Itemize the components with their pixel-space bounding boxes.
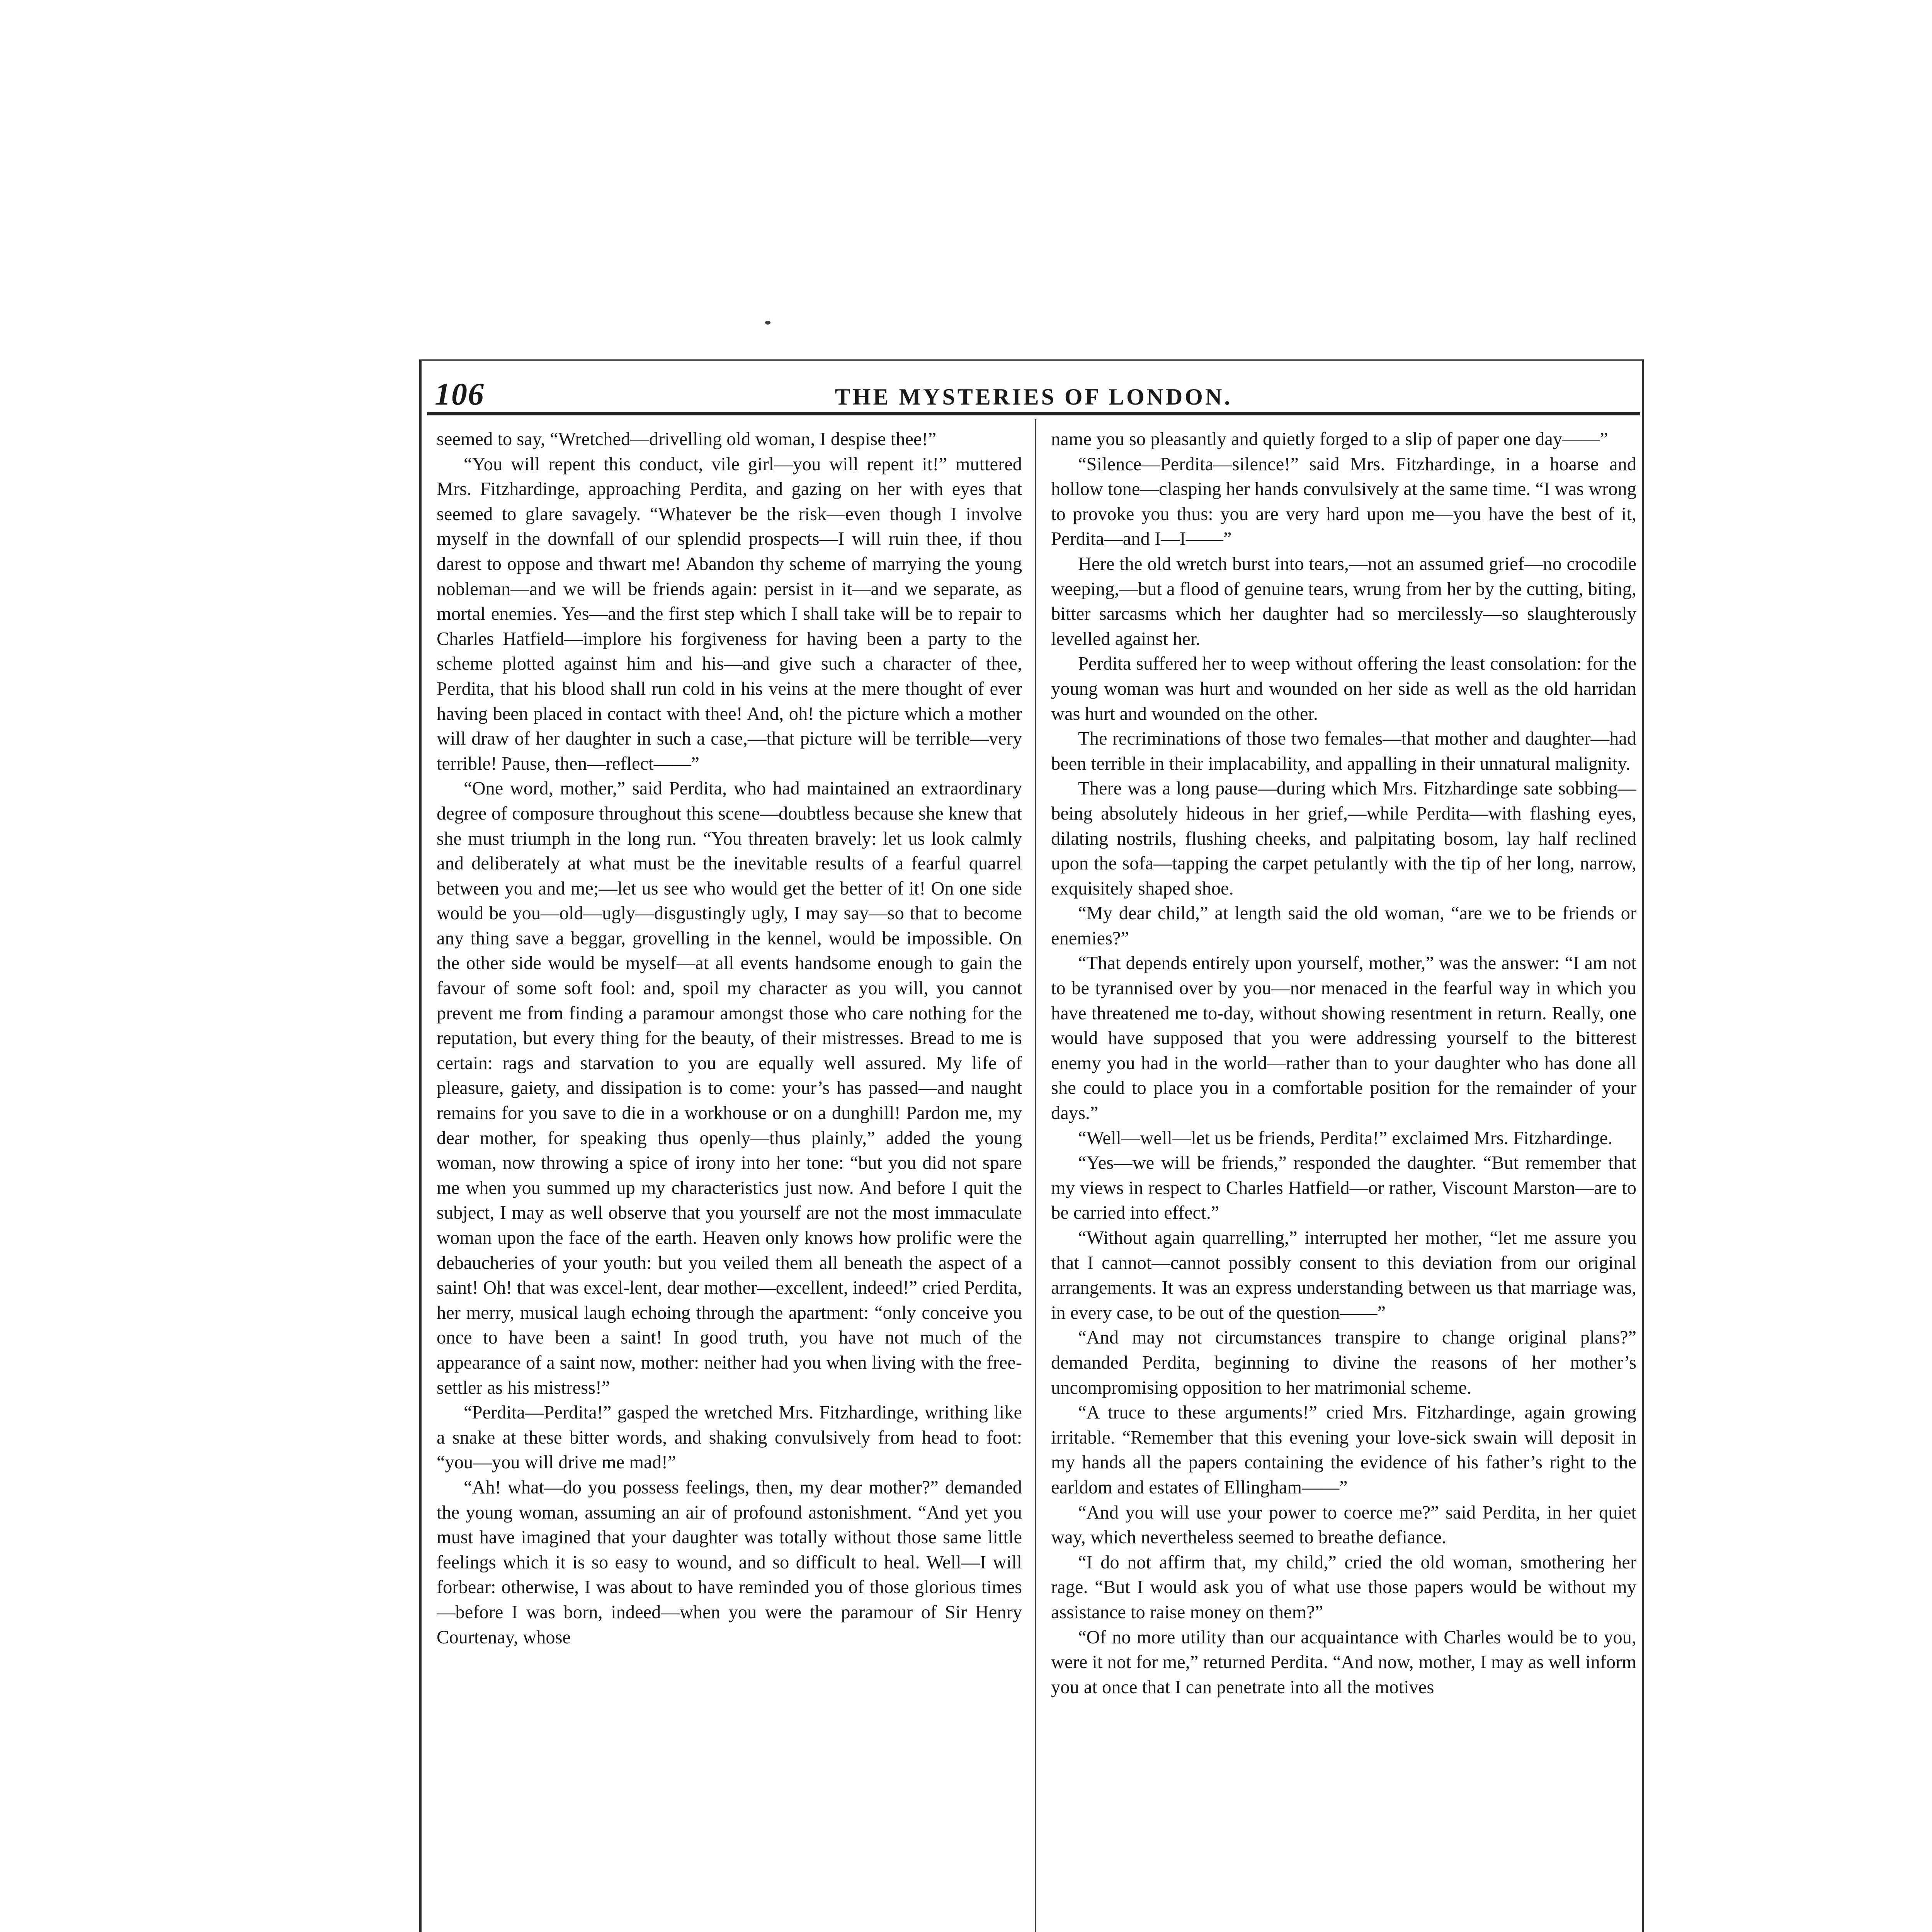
page-number: 106 xyxy=(435,376,485,412)
paragraph: The recriminations of those two females—that mother and daughter—had been terrible in their implacability, and appalling in their unnatural malignity. xyxy=(1051,728,1636,774)
paragraph: “Silence—Perdita—silence!” said Mrs. Fitzhardinge, in a hoarse and hollow tone—clasping her hands convulsively at the same time. “I was wrong to provoke you thus: you are very hard upon me—you have the best of it, Perdita—and I—I——” xyxy=(1051,454,1636,549)
stray-mark xyxy=(765,321,770,325)
paragraph: Perdita suffered her to weep without offering the least consolation: for the young woman was hurt and wounded on her side as well as the old harridan was hurt and wounded on the other. xyxy=(1051,653,1636,724)
paragraph: “That depends entirely upon yourself, mother,” was the answer: “I am not to be tyrannised over by you—nor menaced in the fearful way in which you have threatened me to-day, without showing resentment in return. Really, one would have supposed that you were addressing yourself to the bitterest enemy you had in the world—rather than to your daughter who has done all she could to place you in a comfortable position for the remainder of your days.” xyxy=(1051,953,1636,1124)
paragraph: “One word, mother,” said Perdita, who had maintained an extraordinary degree of composure throughout this scene—doubtless because she knew that she must triumph in the long run. “You threaten bravely: let us look calmly and deliberately at what must be the inevitable results of a fearful quarrel between you and me;—let us see who would get the better of it! On one side would be you—old—ugly—disgustingly ugly, I may say—so that to become any thing save a beggar, grovelling in the kennel, would be impossible. On the other side would be myself—at all events handsome enough to gain the favour of some soft fool: and, spoil my character as you will, you cannot prevent me from finding a paramour amongst those who care nothing for the reputation, but every thing for the beauty, of their mistresses. Bread to me is certain: rags and starvation to you are equally well assured. My life of pleasure, gaiety, and dissipation is to come: your’s has passed—and naught remains for you save to die in a workhouse or on a dunghill! Pardon me, my dear mother, for speaking thus openly—thus plainly,” added the young woman, now throwing a spice of irony into her tone: “but you did not spare me when you summed up my characteristics just now. And before I quit the subject, I may as well observe that you yourself are not the most immaculate woman upon the face of the earth. Heaven only knows how prolific were the debaucheries of your youth: but you veiled them all beneath the aspect of a saint! Oh! that was excel-lent, dear mother—excellent, indeed!” cried Perdita, her merry, musical laugh echoing through the apartment: “only conceive you once to have been a saint! In good truth, you have not much of the appearance of a saint now, mother: neither had you when living with the free-settler as his mistress!” xyxy=(437,778,1022,1398)
left-column xyxy=(437,427,1022,1932)
paragraph: “And you will use your power to coerce me?” said Perdita, in her quiet way, which nevertheless seemed to breathe defiance. xyxy=(1051,1502,1636,1548)
paragraph: name you so pleasantly and quietly forged to a slip of paper one day——” xyxy=(1051,429,1608,449)
running-title: THE MYSTERIES OF LONDON. xyxy=(835,384,1233,410)
page-header xyxy=(427,369,1640,415)
paragraph: “Well—well—let us be friends, Perdita!” exclaimed Mrs. Fitzhardinge. xyxy=(1078,1128,1613,1148)
paragraph: Here the old wretch burst into tears,—not an assumed grief—no crocodile weeping,—but a flood of genuine tears, wrung from her by the cutting, biting, bitter sarcasms which her daughter had so mercilessly—so slaughterously levelled against her. xyxy=(1051,553,1636,649)
paragraph: “A truce to these arguments!” cried Mrs. Fitzhardinge, again growing irritable. “Remember that this evening your love-sick swain will deposit in my hands all the papers containing the evidence of his father’s right to the earldom and estates of Ellingham——” xyxy=(1051,1402,1636,1498)
paragraph: “Without again quarrelling,” interrupted her mother, “let me assure you that I cannot—cannot possibly consent to this deviation from our original arrangements. It was an express understanding between us that marriage was, in every case, to be out of the question——” xyxy=(1051,1228,1636,1323)
paragraph: There was a long pause—during which Mrs. Fitzhardinge sate sobbing—being absolutely hideous in her grief,—while Perdita—with flashing eyes, dilating nostrils, flushing cheeks, and palpitating bosom, lay half reclined upon the sofa—tapping the carpet petulantly with the tip of her long, narrow, exquisitely shaped shoe. xyxy=(1051,778,1636,899)
paragraph: “I do not affirm that, my child,” cried the old woman, smothering her rage. “But I would ask you of what use those papers would be without my assistance to raise money on them?” xyxy=(1051,1552,1636,1622)
column-divider xyxy=(1035,419,1036,1932)
paragraph: “Perdita—Perdita!” gasped the wretched Mrs. Fitzhardinge, writhing like a snake at these bitter words, and shaking convulsively from head to foot: “you—you will drive me mad!” xyxy=(437,1402,1022,1473)
paragraph: “My dear child,” at length said the old woman, “are we to be friends or enemies?” xyxy=(1051,903,1636,949)
paragraph: “Of no more utility than our acquaintance with Charles would be to you, were it not for me,” returned Perdita. “And now, mother, I may as well inform you at once that I can penetrate into all the motives xyxy=(1051,1627,1636,1697)
paragraph: “And may not circumstances transpire to change original plans?” demanded Perdita, beginning to divine the reasons of her mother’s uncompromising opposition to her matrimonial scheme. xyxy=(1051,1327,1636,1398)
paragraph: seemed to say, “Wretched—drivelling old woman, I despise thee!” xyxy=(437,429,937,449)
paragraph: “You will repent this conduct, vile girl—you will repent it!” muttered Mrs. Fitzhardinge, approaching Perdita, and gazing on her with eyes that seemed to glare savagely. “Whatever be the risk—even though I involve myself in the downfall of our splendid prospects—I will ruin thee, if thou darest to oppose and thwart me! Abandon thy scheme of marrying the young nobleman—and we will be friends again: persist in it—and we separate, as mortal enemies. Yes—and the first step which I shall take will be to repair to Charles Hatfield—implore his forgiveness for having been a party to the scheme plotted against him and his—and give such a character of thee, Perdita, that his blood shall run cold in his veins at the mere thought of ever having been placed in contact with thee! And, oh! the picture which a mother will draw of her daughter in such a case,—that picture will be terrible—very terrible! Pause, then—reflect——” xyxy=(437,454,1022,774)
paragraph: “Ah! what—do you possess feelings, then, my dear mother?” demanded the young woman, assuming an air of profound astonishment. “And yet you must have imagined that your daughter was totally without those same little feelings which it is so easy to wound, and so difficult to heal. Well—I will forbear: otherwise, I was about to have reminded you of those glorious times—before I was born, indeed—when you were the paramour of Sir Henry Courtenay, whose xyxy=(437,1477,1022,1648)
right-column xyxy=(1051,427,1636,1932)
paragraph: “Yes—we will be friends,” responded the daughter. “But remember that my views in respect to Charles Hatfield—or rather, Viscount Marston—are to be carried into effect.” xyxy=(1051,1153,1636,1223)
